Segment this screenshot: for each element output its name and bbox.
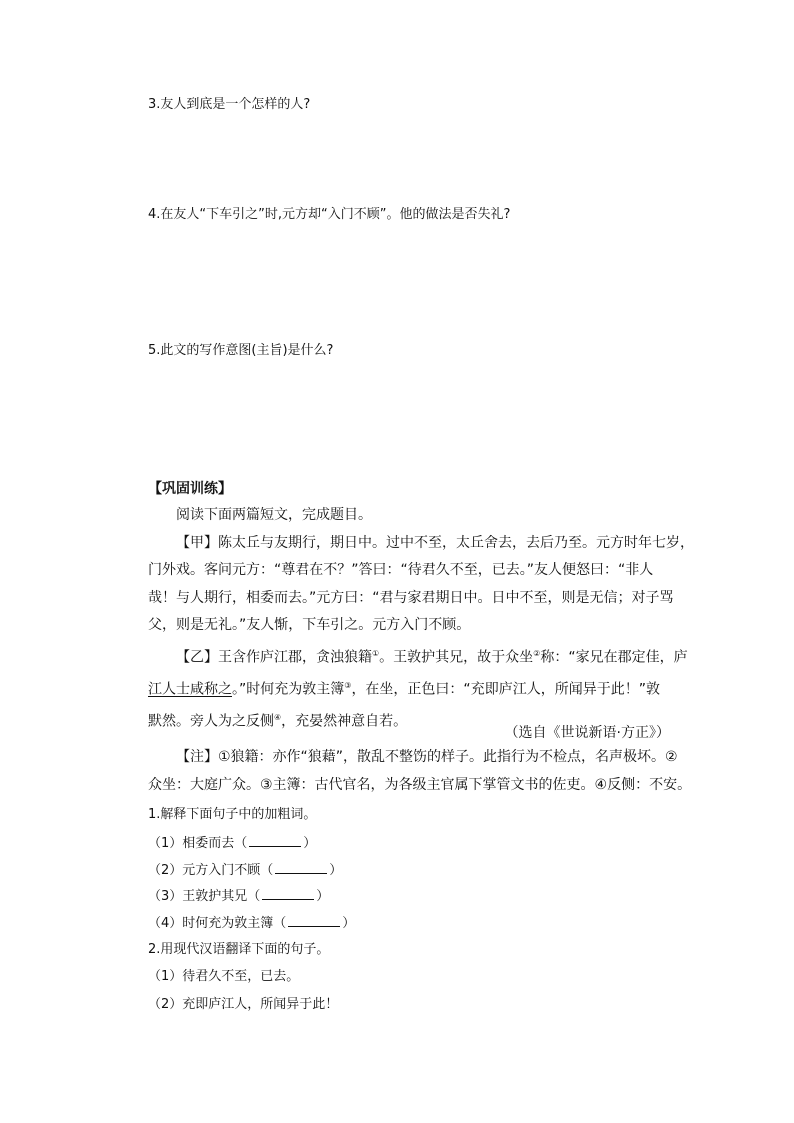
notes	[148, 744, 692, 799]
yi-text: ，在坐，正色曰：“充即庐江人，所闻异于此！”敦	[351, 681, 660, 698]
yi-text: ，充晏然神意自若。	[281, 713, 408, 730]
section-heading: 【巩固训练】	[148, 481, 232, 497]
answer-blank[interactable]	[249, 834, 301, 847]
answer-blank[interactable]	[262, 887, 314, 900]
note-line-2: 众坐：大庭广众。③主簿：古代官名，为各级主官属下掌管文书的佐吏。④反侧：不安。	[148, 776, 692, 793]
item-text: （4）时何充为敦主簿（	[148, 916, 287, 931]
item-text: ）	[342, 916, 356, 931]
question-2-item-1: （1）待君久不至，已去。	[148, 969, 300, 984]
item-text: （3）王敦护其兄（	[148, 889, 261, 904]
item-text: ）	[303, 836, 317, 851]
question-5: 5.此文的写作意图(主旨)是什么?	[148, 343, 334, 358]
footnote-ref-1: ①	[372, 648, 380, 658]
item-text: （1）相委而去（	[148, 836, 248, 851]
yi-text: 称：“家兄在郡定佳，庐	[540, 649, 688, 666]
underlined-phrase: 江人士咸称之	[148, 681, 232, 698]
question-1-item-3	[148, 887, 329, 906]
item-text: ）	[329, 863, 343, 878]
passage-jia-line-1: 【甲】陈太丘与友期行，期日中。过中不至，太丘舍去，去后乃至。元方时年七岁，	[176, 534, 694, 551]
question-1-item-1	[148, 834, 316, 853]
question-3: 3.友人到底是一个怎样的人?	[148, 97, 311, 112]
footnote-ref-2: ②	[533, 648, 541, 658]
item-text: ）	[316, 889, 330, 904]
answer-blank[interactable]	[275, 861, 327, 874]
note-line-1: 【注】①狼籍：亦作“狼藉”，散乱不整饬的样子。此指行为不检点，名声极坏。②	[176, 749, 678, 765]
passage-yi-line-1	[148, 640, 688, 672]
yi-text: 默然。旁人为之反侧	[148, 713, 274, 730]
passage-yi-line-2	[148, 672, 670, 704]
intro-text: 阅读下面两篇短文，完成题目。	[176, 507, 372, 523]
passage-jia-line-4: 父，则是无礼。”友人惭，下车引之。元方入门不顾。	[148, 617, 471, 633]
passage-jia-line-3: 哉！与人期行，相委而去。”元方曰：“君与家君期日中。日中不至，则是无信；对子骂	[148, 589, 674, 606]
question-4: 4.在友人“下车引之”时,元方却“入门不顾”。他的做法是否失礼?	[148, 207, 511, 222]
footnote-ref-3: ③	[344, 680, 352, 690]
footnote-ref-4: ④	[274, 712, 282, 722]
question-1-item-4	[148, 914, 355, 933]
question-1-title: 1.解释下面句子中的加粗词。	[148, 807, 317, 822]
question-2-title: 2.用现代汉语翻译下面的句子。	[148, 942, 330, 957]
yi-text: 【乙】王含作庐江郡，贪浊狼籍	[176, 649, 372, 666]
source-citation: （选自《世说新语·方正》）	[504, 725, 670, 741]
question-1-item-2	[148, 861, 342, 880]
yi-text: 。王敦护其兄，故于众坐	[379, 649, 534, 666]
passage-jia-line-2: 门外戏。客问元方：“尊君在不？”答曰：“待君久不至，已去。”友人便怒曰：“非人	[148, 562, 654, 578]
yi-text: 。”时何充为敦主簿	[232, 681, 345, 698]
question-2-item-2: （2）充即庐江人，所闻异于此！	[148, 997, 339, 1012]
answer-blank[interactable]	[288, 914, 340, 927]
item-text: （2）元方入门不顾（	[148, 863, 274, 878]
reading-passage	[148, 502, 694, 736]
